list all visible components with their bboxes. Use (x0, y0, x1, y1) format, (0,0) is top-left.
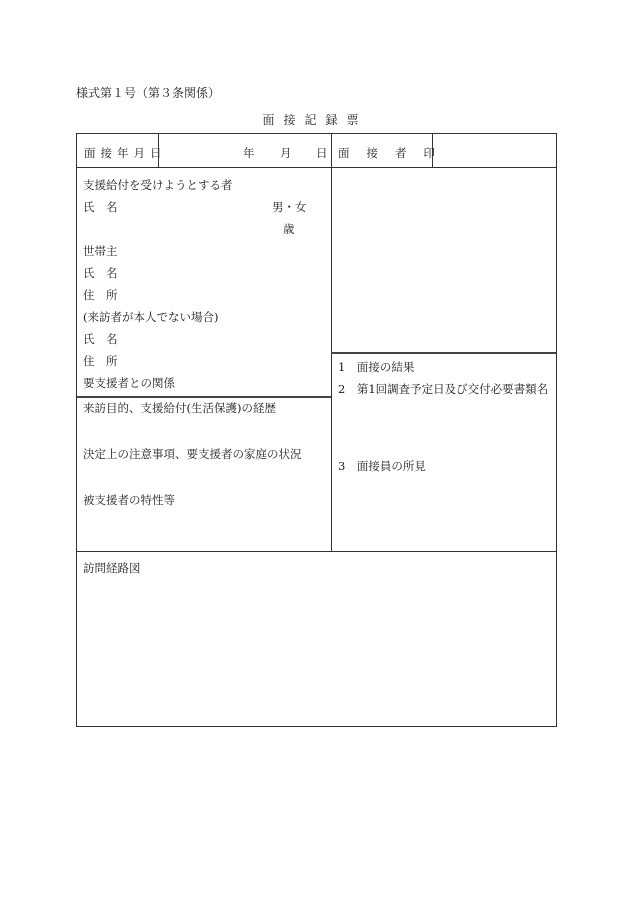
month-label: 月 (280, 146, 292, 160)
divider (432, 134, 433, 167)
day-label: 日 (316, 146, 328, 160)
form-title: 面接記録票 (262, 113, 368, 127)
relation-label: 要支援者との関係 (83, 376, 175, 390)
visitor-address-label: 住 所 (83, 354, 118, 368)
result-item-3: 3 面接員の所見 (338, 459, 426, 473)
year-label: 年 (243, 146, 255, 160)
result-item-1: 1 面接の結果 (338, 360, 415, 374)
route-map-label: 訪問経路図 (83, 561, 141, 575)
result-item-2: 2 第1回調査予定日及び交付必要書類名 (338, 382, 549, 396)
divider (158, 134, 159, 167)
age-label: 歳 (283, 222, 295, 236)
household-head-address-label: 住 所 (83, 288, 118, 302)
interviewer-seal-label: 面接者印 (338, 146, 452, 160)
form-number: 様式第１号（第３条関係） (76, 86, 221, 100)
divider (77, 167, 556, 168)
applicant-name-label: 氏 名 (83, 200, 118, 214)
interview-record-form (76, 133, 557, 727)
notes-label: 決定上の注意事項、要支援者の家庭の状況 (83, 447, 302, 461)
center-divider (331, 134, 332, 551)
interview-date-label: 面接年月日 (84, 146, 167, 160)
visitor-heading: (来訪者が本人でない場合) (83, 310, 219, 324)
applicant-heading: 支援給付を受けようとする者 (83, 178, 233, 192)
divider (77, 551, 556, 552)
divider (331, 352, 556, 354)
household-head-heading: 世帯主 (83, 244, 118, 258)
characteristics-label: 被支援者の特性等 (83, 493, 175, 507)
purpose-label: 来訪目的、支援給付(生活保護)の経歴 (83, 401, 276, 415)
visitor-name-label: 氏 名 (83, 332, 118, 346)
divider (77, 396, 331, 398)
household-head-name-label: 氏 名 (83, 266, 118, 280)
gender-label: 男・女 (272, 200, 307, 214)
